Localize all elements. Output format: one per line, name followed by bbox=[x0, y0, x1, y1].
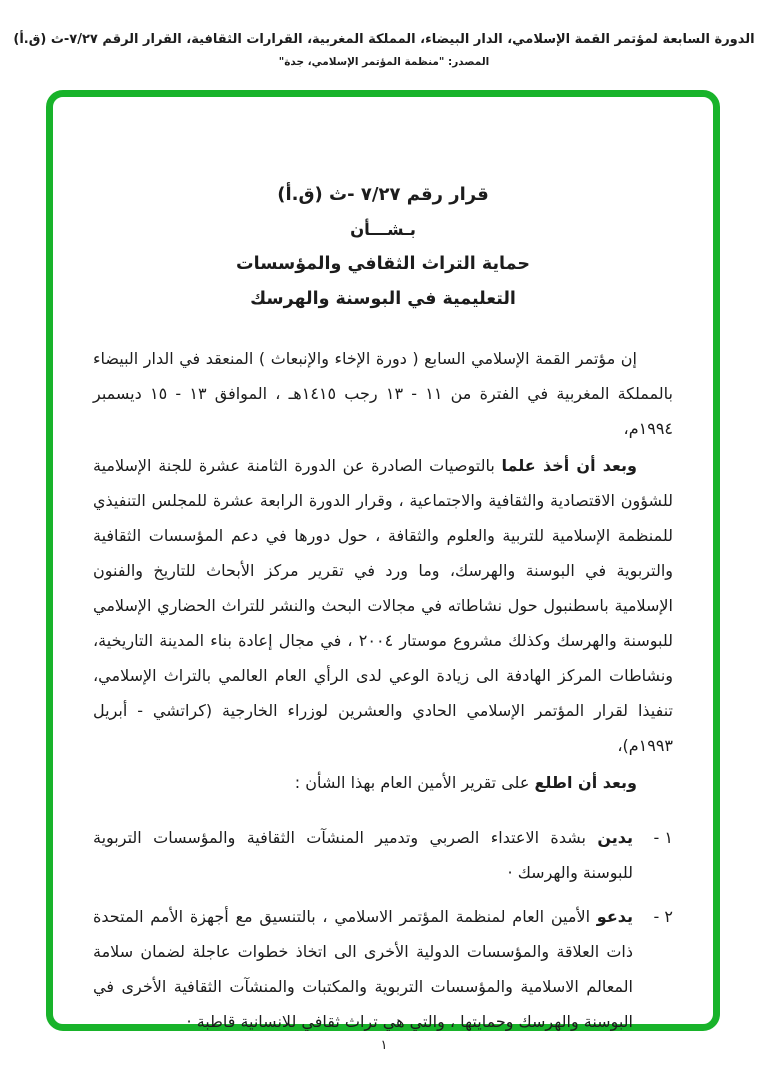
paragraph-text: بالتوصيات الصادرة عن الدورة الثامنة عشرة للجنة الإسلامية للشؤون الاقتصادية والثقافية والاجتماعية ، وقرار الدورة الرابعة عشرة للمجلس التنفيذي للمنظمة الإسلامية للتربية والعلوم والثقافة ، حول دورها في دعم المؤسسات الثقافية والتربوية في البوسنة والهرسك، وما ورد في تقرير مركز الأبحاث للتاريخ والفنون الإسلامية باسطنبول حول نشاطاته في مجالات البحث والنشر للتراث الحضاري الإسلامي للبوسنة والهرسك وكذلك مشروع موستار ٢٠٠٤ ، في مجال إعادة بناء المدينة التاريخية، ونشاطات المركز الهادفة الى زيادة الوعي لدى الرأي العام العالمي بالتراث الإسلامي، تنفيذا لقرار المؤتمر الإسلامي الحادي والعشرين لوزراء الخارجية (كراتشي - أبريل ١٩٩٣م)، bbox=[93, 456, 673, 755]
decree-body bbox=[93, 341, 673, 1039]
preamble-paragraph-3 bbox=[93, 765, 673, 800]
source-header-line-1: الدورة السابعة لمؤتمر القمة الإسلامي، الدار البيضاء، المملكة المغربية، القرارات الثقافية، القرار الرقم ٧/٢٧-ث (ق.أ) bbox=[13, 32, 755, 47]
item-text bbox=[93, 820, 633, 890]
item-number: ١ - bbox=[653, 828, 673, 847]
item-number: ٢ - bbox=[653, 907, 673, 926]
item-lead: يدين bbox=[597, 828, 633, 847]
paragraph-lead: وبعد أن أخذ علما bbox=[501, 456, 638, 475]
decree-title bbox=[93, 177, 673, 317]
page-number: ١ bbox=[380, 1038, 388, 1053]
item-body: الأمين العام لمنظمة المؤتمر الاسلامي ، بالتنسيق مع أجهزة الأمم المتحدة ذات العلاقة والمؤسسات الدولية الأخرى الى اتخاذ خطوات عاجلة لضمان سلامة المعالم الاسلامية والمؤسسات التربوية والمكتبات والمنشآت الثقافية الأخرى في البوسنة والهرسك وحمايتها ، والتي هي تراث ثقافي للانسانية قاطبة · bbox=[93, 907, 633, 1031]
title-subject-line-2: التعليمية في البوسنة والهرسك bbox=[250, 289, 516, 309]
document-frame bbox=[46, 90, 720, 1031]
paragraph-text: إن مؤتمر القمة الإسلامي السابع ( دورة الإخاء والإنبعاث ) المنعقد في الدار البيضاء بالمملكة المغربية في الفترة من ١١ - ١٣ رجب ١٤١٥هـ ، الموافق ١٣ - ١٥ ديسمبر ١٩٩٤م، bbox=[93, 349, 674, 438]
item-text bbox=[93, 899, 633, 1039]
list-item bbox=[93, 899, 673, 1039]
item-lead: يدعو bbox=[596, 907, 633, 926]
paragraph-lead: وبعد أن اطلع bbox=[534, 773, 637, 792]
source-header bbox=[0, 30, 768, 68]
list-item bbox=[93, 820, 673, 890]
title-subject-line-1: حماية التراث الثقافي والمؤسسات bbox=[236, 254, 530, 274]
paragraph-text: على تقرير الأمين العام بهذا الشأن : bbox=[294, 773, 535, 792]
document-content bbox=[53, 97, 713, 1031]
title-regarding: بـشـــأن bbox=[350, 220, 416, 239]
item-body: بشدة الاعتداء الصربي وتدمير المنشآت الثقافية والمؤسسات التربوية للبوسنة والهرسك · bbox=[93, 828, 633, 882]
preamble-paragraph-1 bbox=[93, 341, 673, 446]
source-header-line-2: المصدر: "منظمة المؤتمر الإسلامي، جدة" bbox=[278, 56, 490, 68]
preamble-paragraph-2 bbox=[93, 448, 673, 763]
title-decree-number: قرار رقم ٧/٢٧ -ث (ق.أ) bbox=[277, 184, 489, 205]
resolution-list bbox=[93, 820, 673, 1039]
